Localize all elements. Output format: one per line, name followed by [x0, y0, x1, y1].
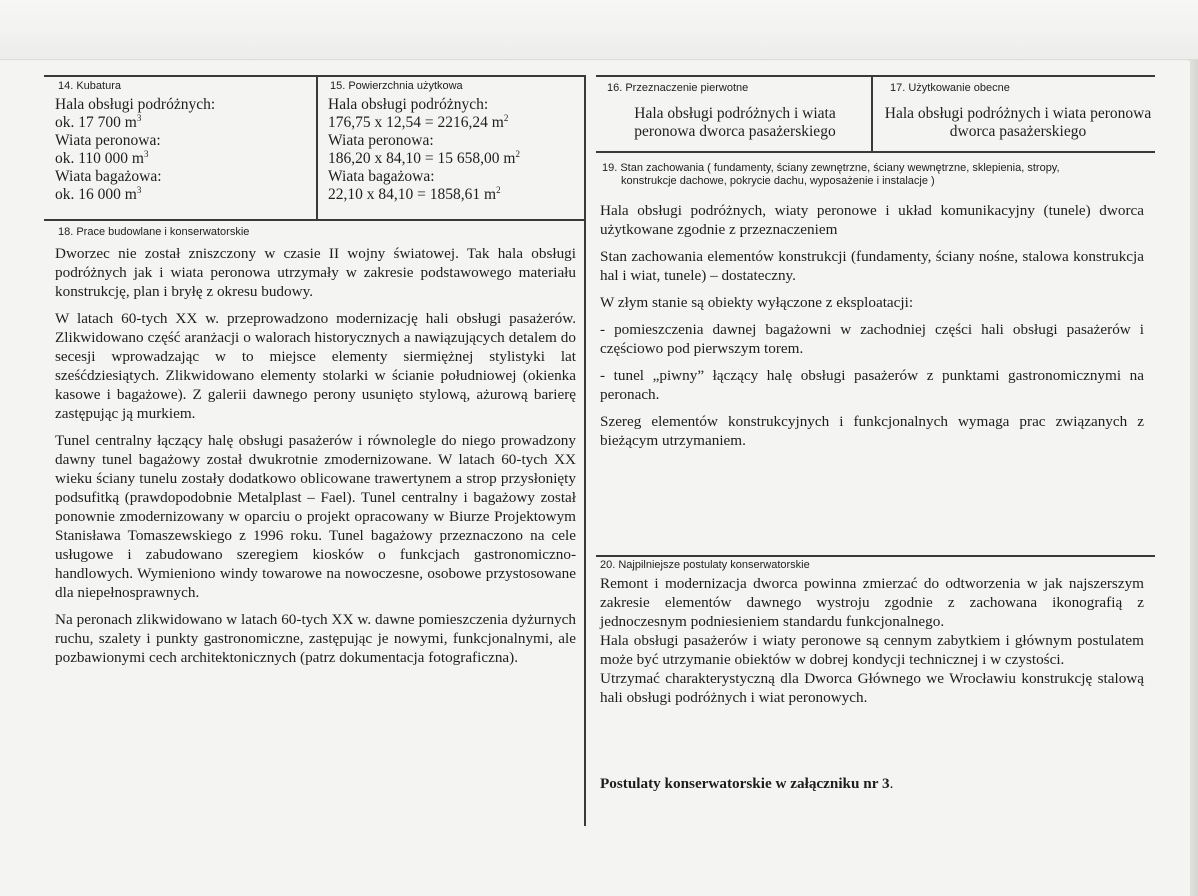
form-page — [0, 61, 1190, 896]
postulaty-paragraph: Remont i modernizacja dworca powinna zmierzać do odtworzenia w jak najszerszym zakresie elementów dawnego wystroju zgodnie z zachowana ikonografią z jednoczesnym podniesieniem standardu funkcjonalnego. — [600, 575, 1144, 630]
stan-text — [600, 201, 1144, 458]
divider-16-17 — [871, 75, 873, 151]
top-border-right — [596, 75, 1155, 77]
powierzchnia-values — [328, 96, 580, 204]
divider-above-19 — [596, 151, 1155, 153]
center-divider — [584, 75, 586, 826]
kubatura-line: Wiata peronowa: — [55, 132, 161, 149]
top-border-left — [44, 75, 585, 77]
section-19-label-line1: 19. Stan zachowania ( fundamenty, ściany zewnętrzne, ściany wewnętrzne, sklepienia, stropy, — [602, 162, 1060, 174]
section-19-label — [602, 162, 1060, 188]
postulaty-text — [600, 574, 1144, 707]
uzytkowanie-value: Hala obsługi podróżnych i wiata peronowa dworca pasażerskiego — [884, 105, 1152, 140]
prace-text — [55, 244, 576, 675]
section-16-label: 16. Przeznaczenie pierwotne — [607, 82, 749, 94]
kubatura-line: ok. 16 000 $m^3$ — [55, 185, 142, 203]
kubatura-line: ok. 17 700 $m^3$ — [55, 113, 142, 131]
prace-paragraph: Tunel centralny łączący halę obsługi pasażerów i równolegle do niego prowadzony dawny tunel bagażowy został dwukrotnie zmodernizowane. W latach 60-tych XX wieku ściany tunelu zostały dodatkowo oblicowane trawertynem a strop przysłonięty podsufitką (prawdopodobnie Metalplast – Fael). Tunel centralny i bagażowy został ponownie zmodernizowany w oparciu o projekt opracowany w Biurze Projektowym Stanisława Tomaszewskiego z 1996 roku. Tunel bagażowy przeznaczono na cele usługowe i zabudowano szeregiem kiosków o funkcjach gastronomiczno-handlowych. Wymieniono windy towarowe na nowoczesne, osobowe przystosowane dla niepełnosprawnych. — [55, 432, 576, 601]
postulaty-closing-period: . — [889, 775, 894, 792]
stan-paragraph: Szereg elementów konstrukcyjnych i funkcjonalnych wymaga prac związanych z bieżącym utrzymaniem. — [600, 413, 1144, 449]
powierzchnia-line: 176,75 x 12,54 = 2216,24 $m^2$ — [328, 113, 509, 131]
powierzchnia-line: Wiata peronowa: — [328, 132, 434, 149]
stan-paragraph: Hala obsługi podróżnych, wiaty peronowe i układ komunikacyjny (tunele) dworca użytkowane zgodnie z przeznaczeniem — [600, 202, 1144, 238]
stan-paragraph: Stan zachowania elementów konstrukcji (fundamenty, ściany nośne, stalowa konstrukcja hal i wiat, tunele) – dostateczny. — [600, 248, 1144, 284]
postulaty-paragraph: Hala obsługi pasażerów i wiaty peronowe są cennym zabytkiem i głównym postulatem może być utrzymanie obiektów w dobrej kondycji technicznej i w czystości. — [600, 632, 1144, 668]
stan-paragraph: W złym stanie są obiekty wyłączone z eksploatacji: — [600, 294, 914, 311]
stan-paragraph: - tunel „piwny” łączący halę obsługi pasażerów z punktami gastronomicznymi na peronach. — [600, 367, 1144, 403]
kubatura-values — [55, 96, 311, 204]
prace-paragraph: W latach 60-tych XX w. przeprowadzono modernizację hali obsługi pasażerów. Zlikwidowano część aranżacji o walorach historycznych a nawiązujących detalem do secesji wprowadzając w to miejsce elementy siermiężnej stylistyki lat sześćdziesiątych. Zlikwidowano elementy stolarki w ścianie południowej (okienka kasowe i bagażowe). Z galerii dawnego perony usunięto stylową, ażurową barierę zastępując ją murkiem. — [55, 310, 576, 422]
postulaty-closing — [600, 774, 1144, 793]
divider-above-20 — [596, 555, 1155, 557]
postulaty-closing-bold: Postulaty konserwatorskie w załączniku nr 3 — [600, 775, 890, 792]
powierzchnia-line: Hala obsługi podróżnych: — [328, 96, 489, 113]
stan-paragraph: - pomieszczenia dawnej bagażowni w zachodniej części hali obsługi pasażerów i częściowo pod pierwszym torem. — [600, 321, 1144, 357]
kubatura-line: Hala obsługi podróżnych: — [55, 96, 216, 113]
section-14-label: 14. Kubatura — [58, 80, 121, 92]
divider-14-15 — [316, 75, 318, 219]
section-20-label: 20. Najpilniejsze postulaty konserwatorskie — [600, 559, 810, 571]
prace-paragraph: Dworzec nie został zniszczony w czasie II wojny światowej. Tak hala obsługi podróżnych jak i wiata peronowa utrzymały w zakresie podstawowego materiału konstrukcję, plan i bryłę z okresu budowy. — [55, 245, 576, 300]
kubatura-line: Wiata bagażowa: — [55, 168, 162, 185]
postulaty-paragraph: Utrzymać charakterystyczną dla Dworca Głównego we Wrocławiu konstrukcję stalową hali obsługi podróżnych i wiat peronowych. — [600, 670, 1144, 706]
section-18-label: 18. Prace budowlane i konserwatorskie — [58, 226, 250, 238]
section-15-label: 15. Powierzchnia użytkowa — [330, 80, 463, 92]
divider-above-18 — [44, 219, 585, 221]
section-19-label-line2: konstrukcje dachowe, pokrycie dachu, wyposażenie i instalacje ) — [621, 175, 935, 187]
prace-paragraph: Na peronach zlikwidowano w latach 60-tych XX w. dawne pomieszczenia dyżurnych ruchu, szalety i punkty gastronomiczne, zastępując je nowymi, funkcjonalnymi, ale pozbawionymi cech architektonicznych (patrz dokumentacja fotograficzna). — [55, 611, 576, 666]
powierzchnia-line: 22,10 x 84,10 = 1858,61 $m^2$ — [328, 185, 501, 203]
przeznaczenie-value: Hala obsługi podróżnych i wiata peronowa dworca pasażerskiego — [634, 105, 836, 140]
scan-top-margin — [0, 0, 1198, 60]
kubatura-line: ok. 110 000 $m^3$ — [55, 149, 149, 167]
powierzchnia-line: Wiata bagażowa: — [328, 168, 435, 185]
section-17-label: 17. Użytkowanie obecne — [890, 82, 1010, 94]
powierzchnia-line: 186,20 x 84,10 = 15 658,00 $m^2$ — [328, 149, 520, 167]
